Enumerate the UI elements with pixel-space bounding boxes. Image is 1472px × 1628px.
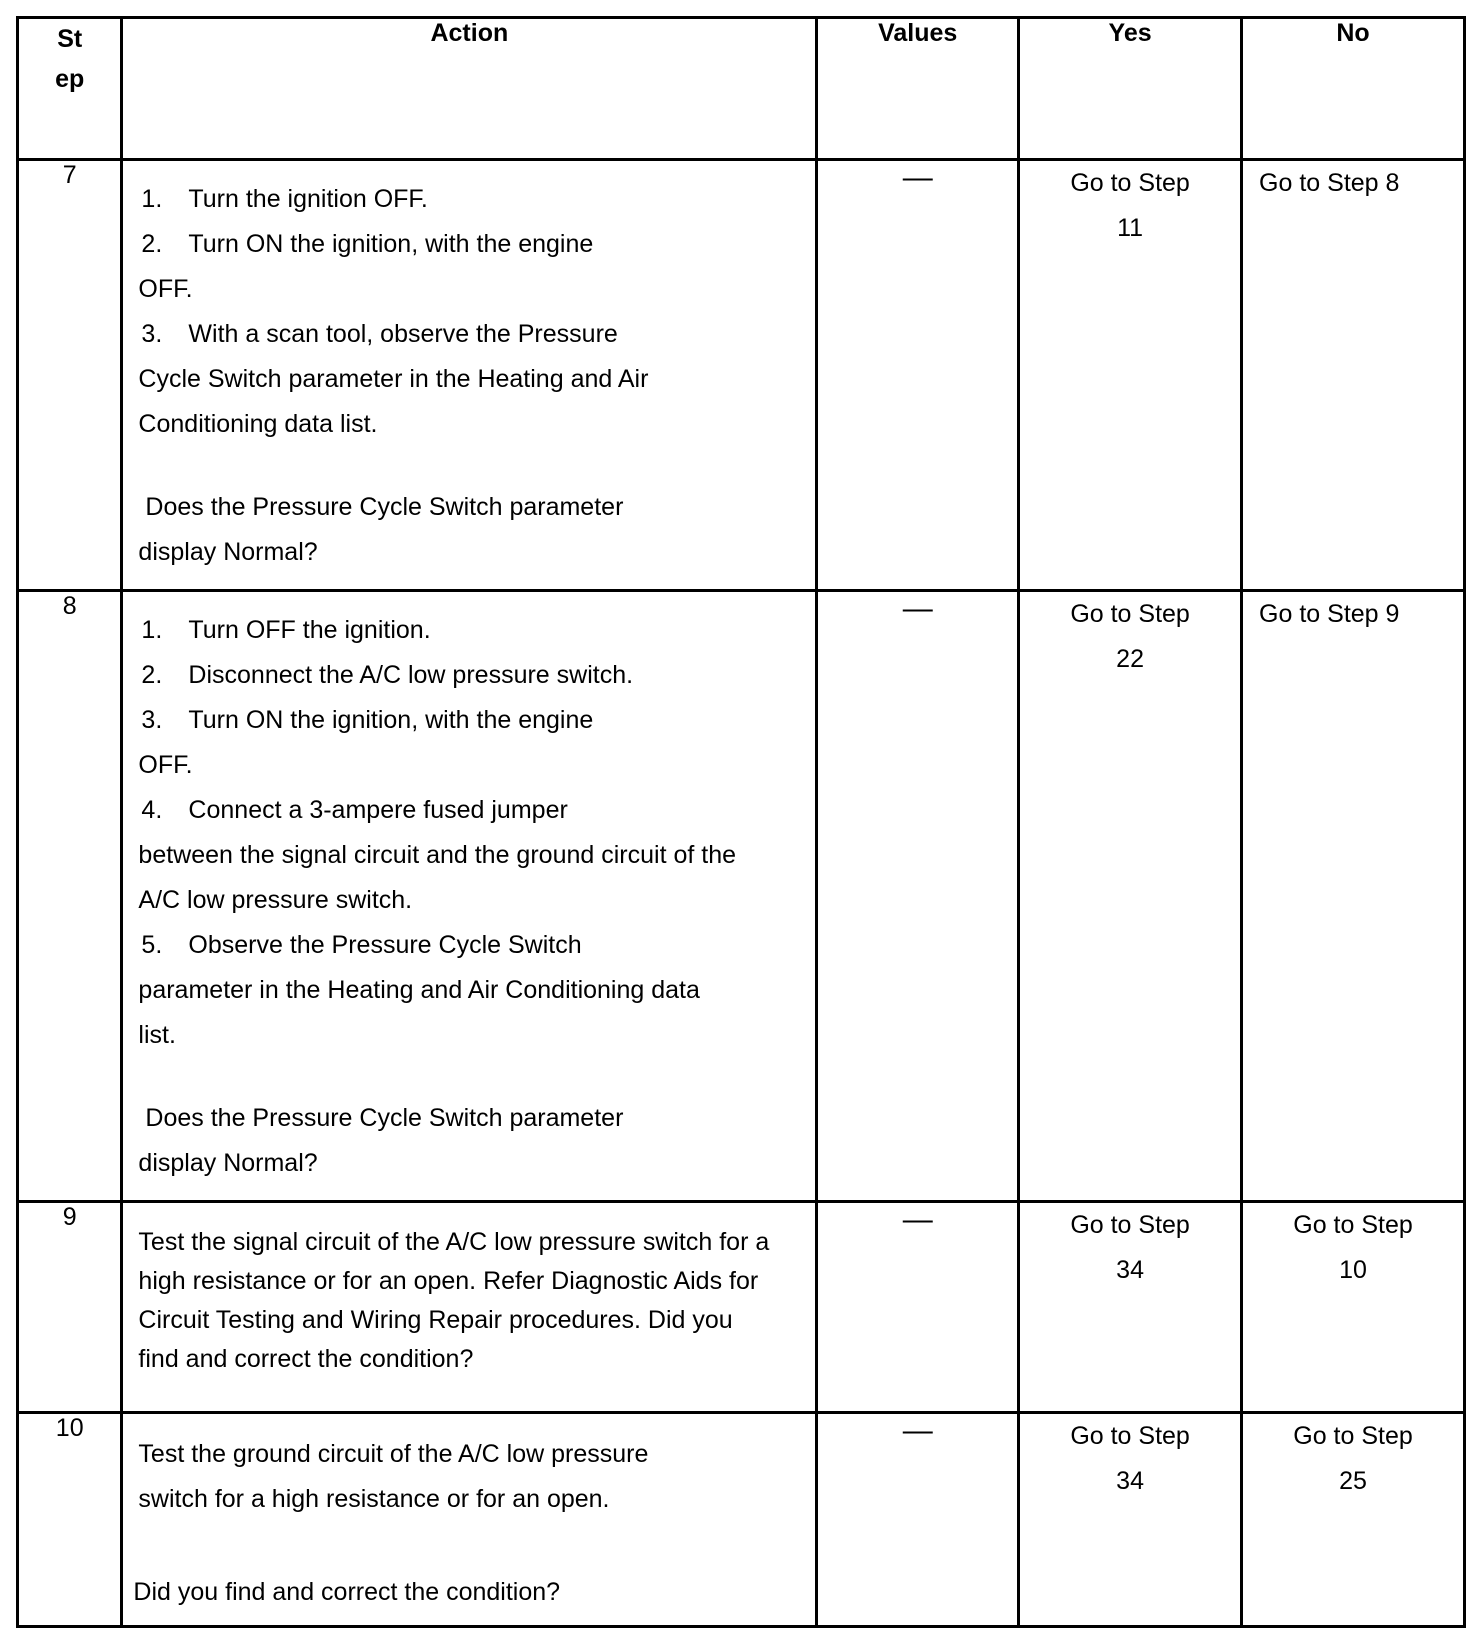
action-text: Test the ground circuit of the A/C low pressure switch for a high resistance or for an open. bbox=[138, 1440, 649, 1513]
action-item: 3. With a scan tool, observe the Pressure bbox=[141, 320, 618, 348]
action-item: 5. Observe the Pressure Cycle Switch bbox=[141, 931, 582, 959]
header-no: No bbox=[1242, 18, 1465, 160]
step-number: 10 bbox=[18, 1413, 122, 1627]
table-row-step-8 bbox=[18, 591, 1465, 1202]
action-item-continued: Cycle Switch parameter in the Heating and Air Conditioning data list. bbox=[138, 365, 649, 438]
action-item: 2. Disconnect the A/C low pressure switch. bbox=[141, 661, 634, 689]
action-item: 1. Turn OFF the ignition. bbox=[141, 616, 431, 644]
action-question: Did you find and correct the condition? bbox=[133, 1578, 561, 1606]
yes-cell: Go to Step 22 bbox=[1019, 591, 1242, 1202]
diagnostic-table bbox=[16, 16, 1466, 1628]
action-cell bbox=[122, 591, 817, 1202]
action-item: 3. Turn ON the ignition, with the engine bbox=[141, 706, 594, 734]
table-row-step-7 bbox=[18, 160, 1465, 591]
header-step bbox=[18, 18, 122, 160]
values-cell: — bbox=[817, 1202, 1019, 1413]
action-question: Does the Pressure Cycle Switch parameter display Normal? bbox=[138, 1104, 624, 1177]
action-text: Test the signal circuit of the A/C low pressure switch for a high resistance or for an open. Refer Diagnostic Aids for Circuit Testing and Wiring Repair procedures. Did you find and correct the condition? bbox=[138, 1228, 770, 1373]
table-row-step-10 bbox=[18, 1413, 1465, 1627]
table-row-step-9 bbox=[18, 1202, 1465, 1413]
header-step-line2: ep bbox=[55, 65, 85, 93]
action-item: 1. Turn the ignition OFF. bbox=[141, 185, 428, 213]
action-item-continued: OFF. bbox=[138, 751, 193, 779]
action-cell bbox=[122, 1202, 817, 1413]
action-item-continued: OFF. bbox=[138, 275, 193, 303]
header-row bbox=[18, 18, 1465, 160]
action-item: 2. Turn ON the ignition, with the engine bbox=[141, 230, 594, 258]
no-cell: Go to Step 25 bbox=[1242, 1413, 1465, 1627]
action-question: Does the Pressure Cycle Switch parameter display Normal? bbox=[138, 493, 624, 566]
step-number: 7 bbox=[18, 160, 122, 591]
header-step-line1: St bbox=[57, 25, 83, 53]
header-values: Values bbox=[817, 18, 1019, 160]
no-cell: Go to Step 10 bbox=[1242, 1202, 1465, 1413]
step-number: 9 bbox=[18, 1202, 122, 1413]
values-cell: — bbox=[817, 160, 1019, 591]
yes-cell: Go to Step 34 bbox=[1019, 1413, 1242, 1627]
action-item: 4. Connect a 3-ampere fused jumper bbox=[141, 796, 568, 824]
values-cell: — bbox=[817, 591, 1019, 1202]
no-cell: Go to Step 8 bbox=[1242, 160, 1465, 591]
values-cell: — bbox=[817, 1413, 1019, 1627]
header-yes: Yes bbox=[1019, 18, 1242, 160]
header-action: Action bbox=[122, 18, 817, 160]
action-item-continued: between the signal circuit and the ground circuit of the A/C low pressure switch. bbox=[138, 841, 737, 914]
action-cell bbox=[122, 160, 817, 591]
step-number: 8 bbox=[18, 591, 122, 1202]
action-cell bbox=[122, 1413, 817, 1627]
yes-cell: Go to Step 34 bbox=[1019, 1202, 1242, 1413]
action-item-continued: parameter in the Heating and Air Conditioning data list. bbox=[138, 976, 700, 1049]
yes-cell: Go to Step 11 bbox=[1019, 160, 1242, 591]
no-cell: Go to Step 9 bbox=[1242, 591, 1465, 1202]
